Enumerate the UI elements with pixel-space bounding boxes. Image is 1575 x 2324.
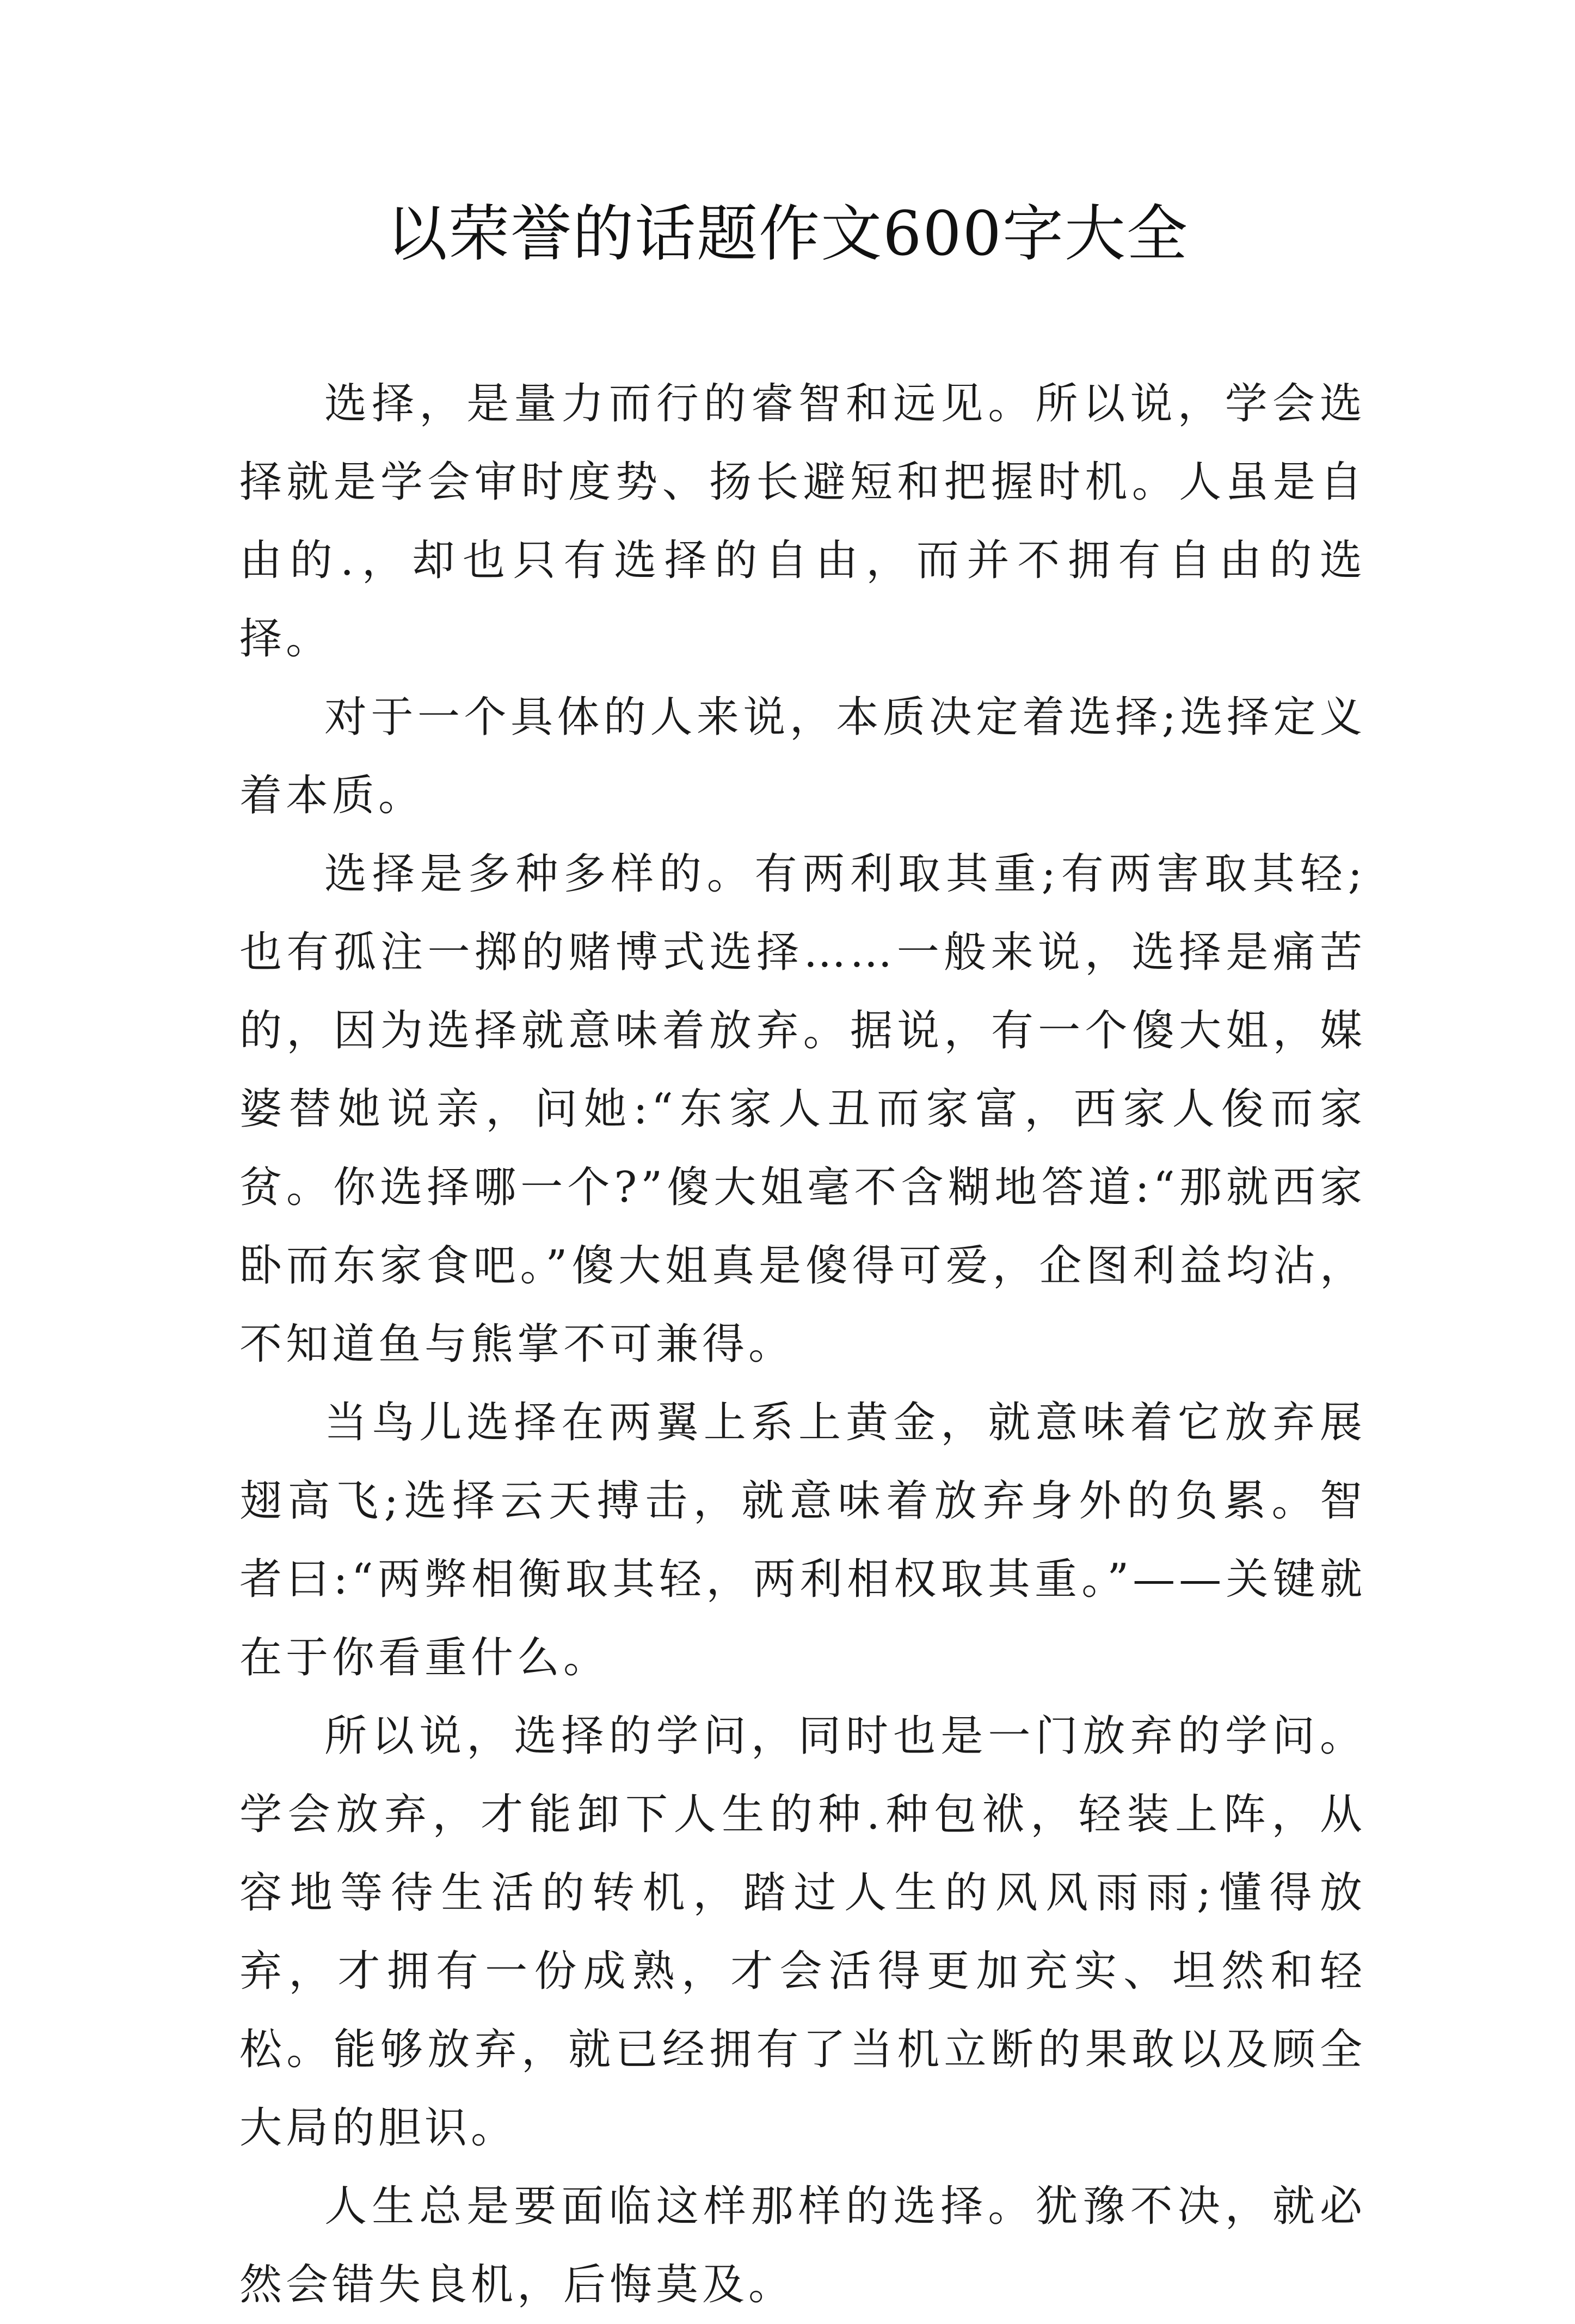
paragraph: 选择是多种多样的。有两利取其重;有两害取其轻;也有孤注一掷的赌博式选择……一般来说，选择是痛苦的，因为选择就意味着放弃。据说，有一个傻大姐，媒婆替她说亲，问她:“东家人丑而家富，西家人俊而家贫。你选择哪一个?”傻大姐毫不含糊地答道:“那就西家卧而东家食吧。”傻大姐真是傻得可爱，企图利益均沾，不知道鱼与熊掌不可兼得。 (239, 850, 1366, 1369)
paragraph: 对于一个具体的人来说，本质决定着选择;选择定义着本质。 (239, 693, 1366, 820)
paragraph: 人生总是要面临这样那样的选择。犹豫不决，就必然会错失良机，后悔莫及。 (239, 2182, 1366, 2309)
paragraph: 所以说，选择的学问，同时也是一门放弃的学问。学会放弃，才能卸下人生的种.种包袱，轻装上阵，从容地等待生活的转机，踏过人生的风风雨雨;懂得放弃，才拥有一份成熟，才会活得更加充实、坦然和轻松。能够放弃，就已经拥有了当机立断的果敢以及顾全大局的胆识。 (239, 1712, 1366, 2153)
document-body (239, 365, 1366, 2324)
paragraph: 选择，是量力而行的睿智和远见。所以说，学会选择就是学会审时度势、扬长避短和把握时机。人虽是自由的.，却也只有选择的自由，而并不拥有自由的选择。 (239, 379, 1366, 663)
document-title: 以荣誉的话题作文600字大全 (386, 199, 1189, 269)
paragraph: 当鸟儿选择在两翼上系上黄金，就意味着它放弃展翅高飞;选择云天搏击，就意味着放弃身外的负累。智者曰:“两弊相衡取其轻，两利相权取其重。”——关键就在于你看重什么。 (239, 1398, 1366, 1682)
